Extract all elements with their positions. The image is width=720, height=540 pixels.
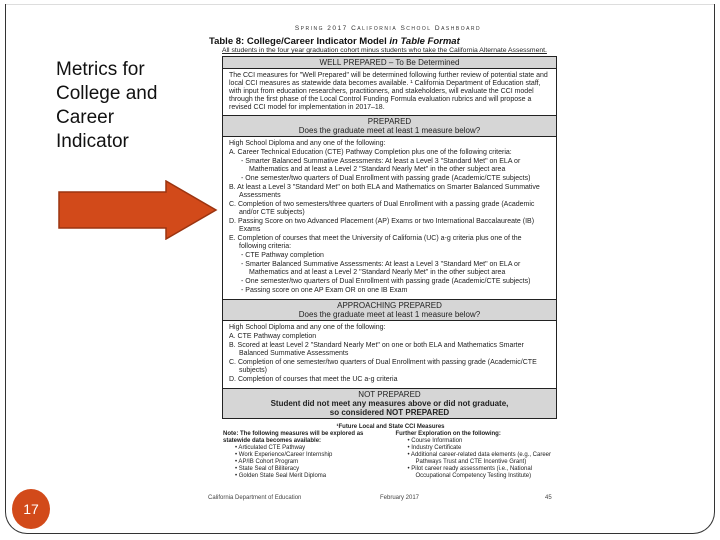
approaching-item: A. CTE Pathway completion xyxy=(229,333,317,340)
future-right-item: • Course Information xyxy=(407,438,463,444)
prepared-subitem: - One semester/two quarters of Dual Enrollment with passing grade (Academic/CTE subjects) xyxy=(241,175,531,182)
slide-title: Metrics for College and Career Indicator xyxy=(56,59,158,152)
future-left-item: • State Seal of Biliteracy xyxy=(235,466,300,472)
prepared-item: D. Passing Score on two Advanced Placement (AP) Exams or two International Baccalaureate (IB) Exams xyxy=(229,218,535,233)
approaching-question: Does the graduate meet at least 1 measure below? xyxy=(298,310,481,319)
future-left-note: Note: The following measures will be explored as statewide data becomes available: xyxy=(223,431,364,444)
page-number: 17 xyxy=(12,489,50,529)
prepared-item: B. At least a Level 3 "Standard Met" on both ELA and Mathematics on Smarter Balanced Summative Assessments xyxy=(229,184,540,199)
prepared-subitem: - CTE Pathway completion xyxy=(241,252,324,259)
future-right-item: • Industry Certificate xyxy=(407,445,462,451)
prepared-list xyxy=(223,137,556,299)
title-italic: in Table Format xyxy=(389,36,460,47)
future-right xyxy=(396,431,559,480)
approaching-intro: High School Diploma and any one of the following: xyxy=(229,324,386,331)
approaching-item: B. Scored at least Level 2 "Standard Nearly Met" on one or both ELA and Mathematics Smarter Balanced Summative Assessments xyxy=(229,342,524,357)
future-left-item: • Work Experience/Career Internship xyxy=(235,452,333,458)
future-measures xyxy=(223,424,558,480)
document-image xyxy=(205,24,571,502)
future-right-item: • Additional career-related data elements (e.g., Career Pathways Trust and CTE Incentive Grant) xyxy=(407,452,552,465)
prepared-item: C. Completion of two semesters/three quarters of Dual Enrollment with a passing grade (Academic and/or CTE subjects) xyxy=(229,201,535,216)
doc-footer xyxy=(205,494,571,502)
cci-table xyxy=(222,56,557,419)
prepared-subitem: - Passing score on one AP Exam OR on one IB Exam xyxy=(241,287,408,294)
footer-left: California Department of Education xyxy=(208,495,302,501)
future-left xyxy=(223,431,386,480)
prepared-heading: PREPARED xyxy=(367,117,412,126)
future-right-item: • Pilot career ready assessments (i.e., National Occupational Competency Testing Institute) xyxy=(407,466,532,479)
approaching-band xyxy=(223,299,556,321)
prepared-band xyxy=(223,115,556,137)
prepared-intro: High School Diploma and any one of the following: xyxy=(229,140,386,147)
arrow-right-icon xyxy=(58,180,218,240)
doc-title xyxy=(209,36,571,47)
future-left-item: • Articulated CTE Pathway xyxy=(235,445,306,451)
doc-header: Spring 2017 California School Dashboard xyxy=(294,25,482,32)
future-right-note: Further Exploration on the following: xyxy=(395,431,501,437)
future-left-item: • Golden State Seal Merit Diploma xyxy=(235,473,327,479)
well-prepared-text: The CCI measures for "Well Prepared" will be determined following further review of potential state and local CCI measures as statewide data becomes available. ¹ California Department of Education staff, with input from education researchers, practitioners, and stakeholders, will evaluate the CCI model through the first phase of the Local Control Funding Formula evaluation rubrics and will propose a revised CCI model for implementation in 2017–18. xyxy=(229,72,548,111)
future-left-item: • AP/IB Cohort Program xyxy=(235,459,299,465)
prepared-item: E. Completion of courses that meet the University of California (UC) a-g criteria plus one of the following criteria: xyxy=(229,235,522,250)
not-prepared-heading: NOT PREPARED xyxy=(358,390,421,399)
prepared-subitem: - Smarter Balanced Summative Assessments: At least a Level 3 "Standard Met" on ELA or Mathematics and at least a Level 2 "Standard Nearly Met" in the other subject area xyxy=(241,261,521,276)
not-prepared-line1: Student did not meet any measures above or did not graduate, xyxy=(270,399,509,408)
prepared-item: A. Career Technical Education (CTE) Pathway Completion plus one of the following criteria: xyxy=(229,149,512,156)
well-prepared-heading: WELL PREPARED – To Be Determined xyxy=(223,57,556,69)
title-main: Table 8: College/Career Indicator Model xyxy=(209,36,390,47)
approaching-list xyxy=(223,321,556,388)
approaching-item: C. Completion of one semester/two quarters of Dual Enrollment with passing grade (Academic/CTE subjects) xyxy=(229,359,537,374)
not-prepared-band xyxy=(223,388,556,418)
approaching-heading: APPROACHING PREPARED xyxy=(337,301,442,310)
prepared-question: Does the graduate meet at least 1 measure below? xyxy=(298,126,481,135)
prepared-subitem: - Smarter Balanced Summative Assessments: At least a Level 3 "Standard Met" on ELA or Mathematics and at least a Level 2 "Standard Nearly Met" in the other subject area xyxy=(241,158,521,173)
not-prepared-line2: so considered NOT PREPARED xyxy=(329,408,450,417)
footer-right: 45 xyxy=(545,495,552,501)
doc-subtitle: All students in the four year graduation cohort minus students who take the California Alternate Assessment. xyxy=(222,47,547,54)
approaching-item: D. Completion of courses that meet the UC a-g criteria xyxy=(229,376,398,383)
prepared-subitem: - One semester/two quarters of Dual Enrollment with passing grade (Academic/CTE subjects) xyxy=(241,278,531,285)
future-heading: ¹Future Local and State CCI Measures xyxy=(336,424,445,430)
footer-center: February 2017 xyxy=(380,495,420,501)
